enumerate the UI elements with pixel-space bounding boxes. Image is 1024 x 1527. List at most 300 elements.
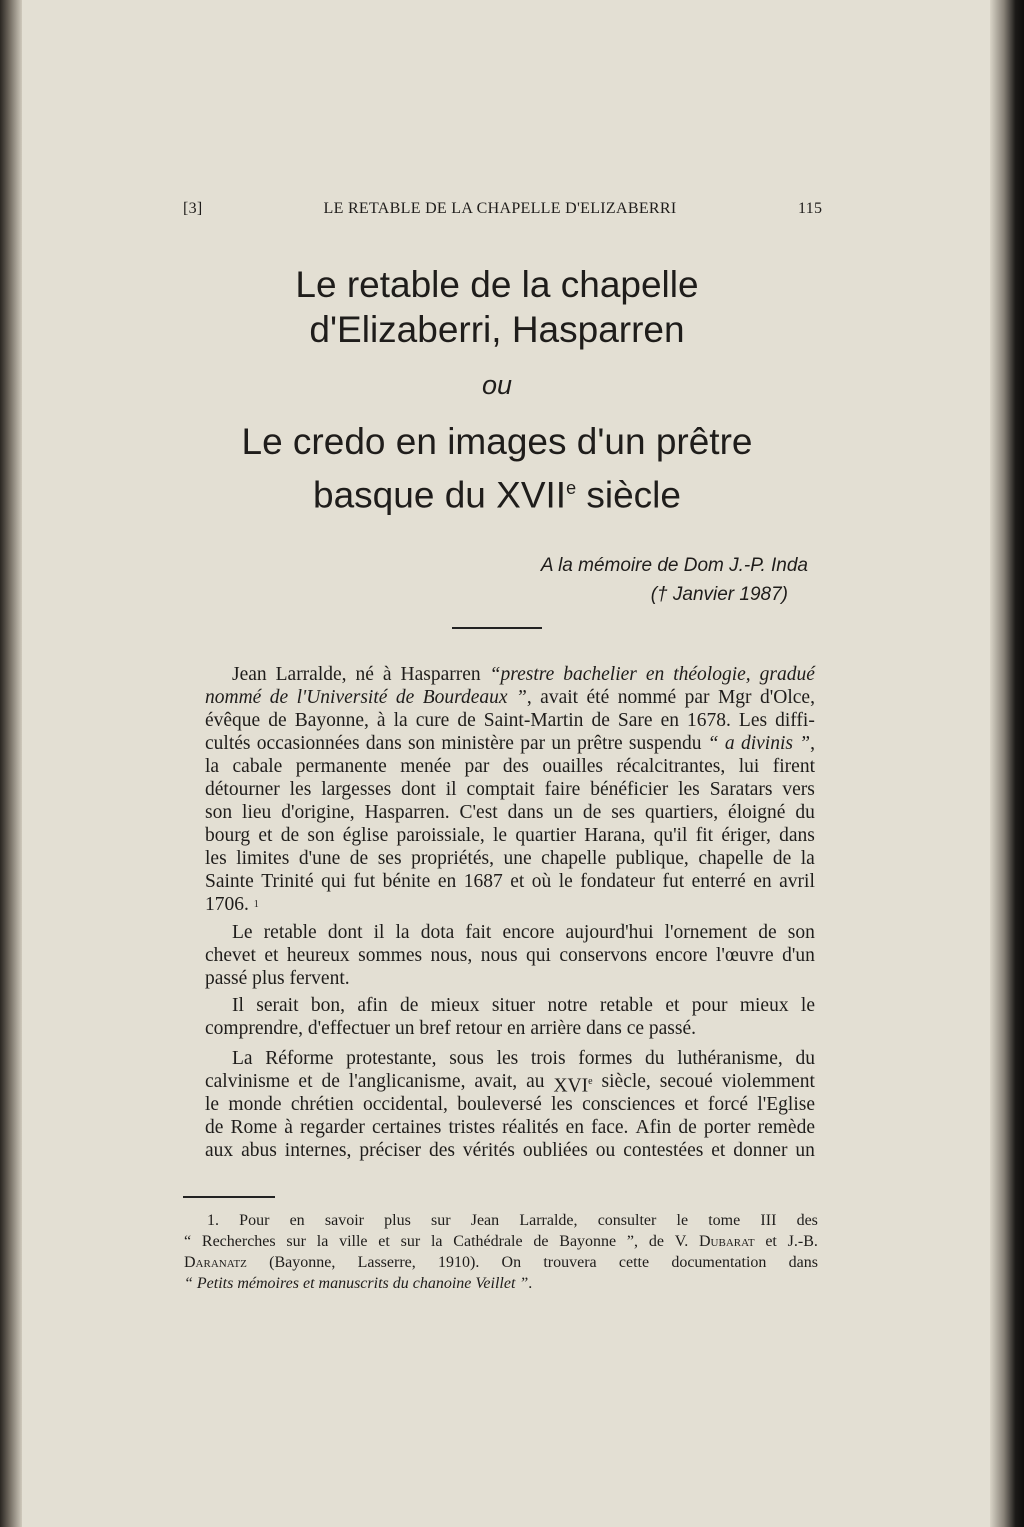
word [460, 801, 498, 824]
text-fragment: siècle, [601, 1071, 651, 1092]
word [475, 1273, 519, 1294]
text-fragment: Bayonne, [294, 710, 369, 731]
word [788, 1231, 818, 1252]
body-line [205, 847, 815, 870]
word [578, 1047, 632, 1070]
text-fragment: plus [252, 968, 290, 989]
word [307, 824, 334, 847]
text-fragment: Saratars [709, 779, 773, 800]
word [663, 870, 685, 893]
word [311, 994, 345, 1017]
word [795, 1139, 815, 1162]
text-fragment: protestante, [346, 1048, 437, 1069]
word [423, 686, 508, 709]
text-fragment: paroissiale, [396, 825, 485, 846]
text-fragment: retable [599, 995, 653, 1016]
text-fragment: la [316, 1233, 329, 1250]
text-fragment: Larralde, [519, 1212, 578, 1229]
text-fragment: pour [691, 995, 728, 1016]
footnote-line [184, 1273, 818, 1294]
word [540, 686, 578, 709]
text-fragment: par [464, 756, 490, 777]
text-fragment: luthéranisme, [677, 1048, 783, 1069]
word [760, 1210, 776, 1231]
text-fragment: bon, [310, 995, 345, 1016]
text-fragment: donner [733, 1140, 788, 1161]
word [232, 921, 253, 944]
word [202, 1231, 276, 1252]
word [205, 847, 227, 870]
text-fragment: Afin [635, 1117, 672, 1138]
body-line [205, 1116, 815, 1139]
text-fragment: au [526, 1071, 545, 1092]
word [677, 1047, 783, 1070]
word [760, 663, 815, 686]
word [760, 686, 815, 709]
text-fragment: bourg [205, 825, 251, 846]
page-binding-edge [0, 0, 22, 1527]
word [374, 921, 385, 944]
word [532, 870, 552, 893]
text-fragment: les [205, 848, 227, 869]
text-fragment: ” [519, 1275, 529, 1292]
text-fragment: ” [516, 687, 527, 708]
word [269, 1252, 335, 1273]
word [366, 732, 402, 755]
word [481, 944, 518, 967]
text-fragment: mieux [430, 995, 480, 1016]
word [801, 994, 815, 1017]
text-fragment: les [496, 1048, 519, 1069]
text-fragment: 1706. [205, 894, 254, 915]
text-fragment: tome [708, 1212, 741, 1229]
text-fragment: Recherches [201, 1233, 276, 1250]
text-fragment: une [503, 848, 532, 869]
word [321, 778, 391, 801]
footnote-divider [183, 1196, 275, 1198]
word [401, 663, 481, 686]
text-fragment: il [373, 922, 385, 943]
word [526, 944, 551, 967]
word [741, 732, 793, 755]
word [788, 921, 815, 944]
body-line [205, 686, 815, 709]
word [205, 870, 254, 893]
text-fragment: suspendu [628, 733, 702, 754]
word [438, 1252, 479, 1273]
word [678, 1116, 696, 1139]
word [258, 824, 272, 847]
text-fragment: du [645, 1048, 665, 1069]
word [493, 824, 507, 847]
word [261, 870, 313, 893]
text-fragment: heureux [286, 945, 350, 966]
text-fragment: ce [626, 1018, 649, 1039]
text-fragment: de [269, 687, 289, 708]
word [675, 1231, 689, 1252]
text-fragment: ville [339, 1233, 368, 1250]
text-fragment: qui [321, 871, 347, 892]
word [758, 1116, 815, 1139]
text-fragment: de [349, 848, 369, 869]
text-fragment: d'un [782, 945, 815, 966]
body-line [205, 1017, 815, 1040]
word [356, 663, 374, 686]
word [232, 663, 267, 686]
text-fragment: un [551, 733, 571, 754]
text-fragment: Cathédrale [453, 1233, 523, 1250]
text-fragment: et [258, 825, 273, 846]
word [551, 732, 571, 755]
word [654, 824, 688, 847]
text-fragment: Bourdeaux [422, 687, 508, 708]
text-fragment: sur [400, 1233, 421, 1250]
body-line [205, 824, 815, 847]
body-line [205, 1093, 815, 1116]
text-fragment: en [437, 871, 457, 892]
text-fragment: Hasparren. [364, 802, 450, 823]
text-fragment: été [586, 687, 610, 708]
text-fragment: un [553, 802, 573, 823]
text-fragment: Il [232, 995, 244, 1016]
word [400, 755, 451, 778]
text-fragment: documentation [671, 1254, 767, 1271]
word [596, 1139, 616, 1162]
word [677, 1210, 689, 1231]
text-fragment: limites [236, 848, 290, 869]
word [300, 1116, 365, 1139]
footnote-line [184, 1252, 818, 1273]
word [656, 944, 708, 967]
text-fragment: d'origine, [281, 802, 355, 823]
text-fragment: chrétien [290, 1094, 354, 1115]
word [378, 847, 402, 870]
word [346, 1047, 436, 1070]
text-fragment: consulter [597, 1212, 657, 1229]
text-fragment: ériger, [721, 825, 771, 846]
text-fragment: passé [205, 968, 253, 989]
title-line-4-pre: basque du XVII [313, 474, 567, 516]
word [231, 1116, 278, 1139]
word [457, 1093, 541, 1116]
word [797, 1210, 818, 1231]
word [692, 870, 746, 893]
word [268, 709, 286, 732]
word [711, 1139, 725, 1162]
title-line-4 [0, 466, 994, 517]
word [290, 967, 350, 990]
word [510, 870, 524, 893]
text-fragment: Daranatz [184, 1254, 247, 1271]
text-fragment: à [284, 1117, 293, 1138]
text-fragment: ouailles [542, 756, 603, 777]
text-fragment: détourner [205, 779, 280, 800]
word [616, 847, 689, 870]
title-line-1: Le retable de la chapelle [295, 264, 699, 305]
text-fragment: église [342, 825, 389, 846]
text-fragment: né [355, 664, 374, 685]
text-fragment: son [307, 825, 335, 846]
text-fragment: nommé [617, 687, 677, 708]
text-fragment: les [551, 1094, 573, 1115]
text-fragment: son [407, 733, 436, 754]
word [205, 1093, 219, 1116]
text-fragment: face. [591, 1117, 629, 1138]
word [696, 824, 713, 847]
word [408, 732, 435, 755]
word [687, 709, 731, 732]
text-fragment: fut [662, 871, 685, 892]
word [431, 1210, 451, 1231]
word [319, 1273, 393, 1294]
word [618, 686, 677, 709]
text-fragment: afin [357, 995, 388, 1016]
word [205, 893, 254, 921]
text-fragment: faire [544, 779, 581, 800]
text-fragment: dans [507, 802, 544, 823]
text-fragment: le [558, 871, 573, 892]
word [339, 1231, 367, 1252]
text-fragment: retour [455, 1018, 508, 1039]
word [782, 944, 815, 967]
text-fragment: ses [377, 848, 402, 869]
word [303, 1273, 319, 1294]
word [716, 944, 774, 967]
text-fragment: lieu [242, 802, 272, 823]
text-fragment: de [582, 802, 602, 823]
word [646, 663, 664, 686]
word [600, 994, 653, 1017]
word [801, 847, 815, 870]
word [563, 663, 637, 686]
word [718, 686, 752, 709]
word [611, 801, 635, 824]
word [618, 709, 653, 732]
word [350, 847, 368, 870]
word [290, 1210, 305, 1231]
word [205, 709, 260, 732]
text-fragment: de [457, 710, 476, 731]
word [591, 1116, 628, 1139]
word [184, 1231, 191, 1252]
word [782, 778, 815, 801]
word [708, 1093, 748, 1116]
word [566, 1116, 584, 1139]
word [291, 1093, 354, 1116]
text-fragment: “prestre [489, 664, 555, 685]
word [773, 847, 791, 870]
text-fragment: Trinité [261, 871, 314, 892]
word [733, 1139, 787, 1162]
text-fragment: diffi- [775, 710, 815, 731]
word [542, 755, 603, 778]
title-line-2: d'Elizaberri, Hasparren [309, 309, 685, 350]
text-fragment: d'Olce, [760, 687, 815, 708]
word [377, 709, 386, 732]
footnote-line [207, 1210, 818, 1231]
word [541, 847, 606, 870]
text-fragment: avait [540, 687, 579, 708]
body-line [232, 921, 815, 944]
body-line [205, 709, 815, 732]
text-fragment: d'une [298, 848, 341, 869]
text-fragment: l'ornement [664, 922, 748, 943]
word [508, 801, 544, 824]
body-line [205, 801, 815, 824]
text-fragment: cure [415, 710, 450, 731]
word [431, 1231, 443, 1252]
word [281, 801, 354, 824]
text-fragment: de [678, 1117, 697, 1138]
text-fragment: ”, [626, 1233, 639, 1250]
word [295, 709, 369, 732]
text-fragment: Le [232, 922, 253, 943]
text-fragment: encore [502, 922, 555, 943]
text-fragment: fondateur [580, 871, 656, 892]
text-fragment: et [302, 1275, 319, 1292]
text-fragment: comprendre, [205, 1018, 308, 1039]
word [384, 1210, 411, 1231]
word [548, 994, 588, 1017]
text-fragment: de [758, 922, 777, 943]
text-fragment: de [533, 1233, 549, 1250]
word [739, 755, 760, 778]
text-fragment: secoué [659, 1071, 713, 1092]
text-fragment: 1. [207, 1212, 219, 1229]
word [758, 921, 776, 944]
word [357, 994, 387, 1017]
word [400, 994, 418, 1017]
word [256, 994, 298, 1017]
word [530, 1017, 586, 1040]
text-fragment: Hasparren [400, 664, 481, 685]
word [205, 944, 256, 967]
word [577, 732, 622, 755]
word [401, 778, 436, 801]
word [413, 1273, 476, 1294]
text-fragment: l'œuvre [715, 945, 774, 966]
text-fragment: propriétés, [411, 848, 494, 869]
text-fragment: avait, [474, 1071, 518, 1092]
word [708, 732, 719, 755]
text-fragment: 1687 [463, 871, 503, 892]
word [296, 755, 387, 778]
word [236, 847, 289, 870]
word [383, 663, 392, 686]
body-line [205, 755, 815, 778]
text-fragment: l'Université [296, 687, 388, 708]
text-fragment: Petits [196, 1275, 238, 1292]
word [502, 1252, 522, 1273]
body-line [232, 994, 815, 1017]
text-fragment: Sainte [205, 871, 254, 892]
word [507, 1017, 530, 1040]
word [184, 1273, 197, 1294]
text-fragment: mieux [739, 995, 789, 1016]
text-fragment: la [393, 710, 408, 731]
word [205, 778, 280, 801]
text-fragment: et [684, 1094, 699, 1115]
word [456, 1017, 507, 1040]
text-fragment: encore [655, 945, 708, 966]
text-fragment: ministère [441, 733, 514, 754]
text-fragment: On [501, 1254, 522, 1271]
word [395, 1017, 419, 1040]
text-fragment: de [591, 710, 610, 731]
word [431, 944, 473, 967]
word [559, 1231, 616, 1252]
text-fragment: dont [401, 779, 436, 800]
word [566, 921, 654, 944]
word [228, 1093, 281, 1116]
word [775, 709, 815, 732]
text-fragment: le [205, 1094, 220, 1115]
word [685, 686, 710, 709]
text-fragment: en [660, 710, 679, 731]
text-fragment: remède [757, 1117, 815, 1138]
text-fragment: 1910). [437, 1254, 480, 1271]
word [623, 1139, 703, 1162]
word [543, 1252, 596, 1273]
text-fragment: violemment [721, 1071, 815, 1092]
text-fragment: cabale [232, 756, 283, 777]
word [285, 1139, 352, 1162]
word [290, 778, 312, 801]
page-number: 115 [798, 200, 823, 217]
word [704, 1116, 751, 1139]
text-fragment: consciences [582, 1094, 676, 1115]
word [232, 994, 244, 1017]
text-fragment: nous [480, 945, 518, 966]
text-fragment: III [760, 1212, 777, 1229]
word [396, 686, 414, 709]
text-fragment: la [430, 1233, 443, 1250]
word [438, 870, 456, 893]
text-fragment: contestées [623, 1140, 704, 1161]
text-fragment: internes, [284, 1140, 352, 1161]
text-fragment: et [298, 1071, 313, 1092]
text-fragment: l'Eglise [757, 1094, 815, 1115]
text-fragment: formes [578, 1048, 633, 1069]
word [239, 1210, 269, 1231]
text-fragment: nous, [430, 945, 473, 966]
text-fragment: et [510, 871, 525, 892]
text-fragment: sommes [358, 945, 423, 966]
text-fragment: comptait [466, 779, 535, 800]
text-fragment: il [445, 779, 457, 800]
word [276, 663, 347, 686]
word [465, 755, 490, 778]
word [241, 1139, 277, 1162]
word [252, 967, 289, 990]
title-superscript: e [566, 478, 577, 498]
word [270, 686, 288, 709]
text-fragment: 1678. [687, 710, 731, 731]
word [773, 755, 815, 778]
text-fragment: abus [241, 1140, 277, 1161]
text-fragment: occidental, [362, 1094, 448, 1115]
text-fragment: Réforme [265, 1048, 334, 1069]
word [779, 824, 815, 847]
text-fragment: Veillet [475, 1275, 520, 1292]
text-fragment: son [205, 802, 233, 823]
word [753, 870, 771, 893]
body-line [232, 663, 815, 686]
text-fragment: à [382, 664, 392, 685]
word [401, 1231, 421, 1252]
text-fragment: la [205, 756, 220, 777]
body-line [205, 1139, 815, 1162]
